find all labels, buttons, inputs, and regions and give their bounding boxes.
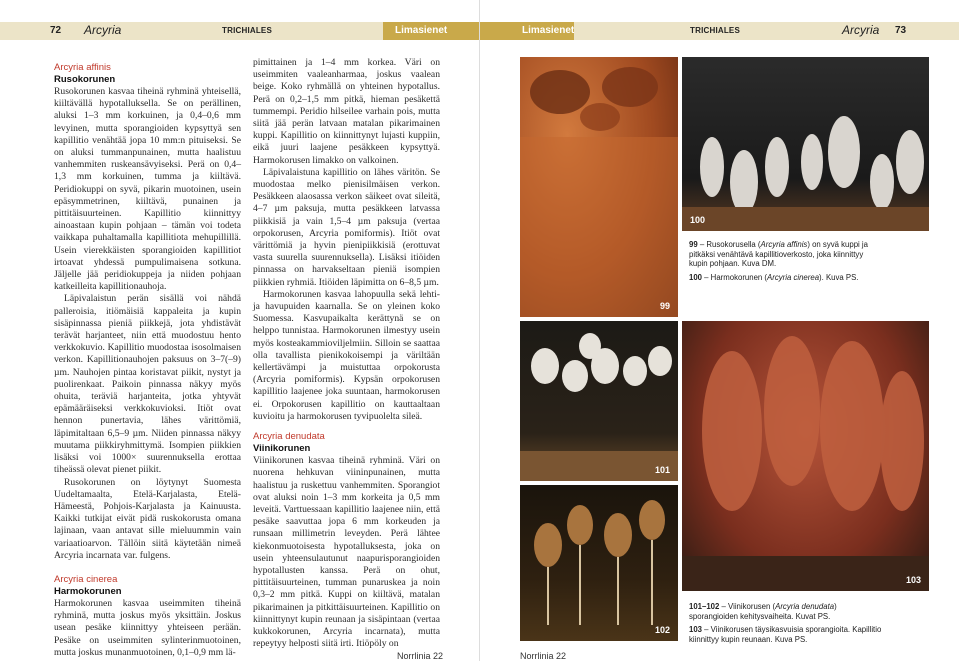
paragraph: Rusokorunen on löytynyt Suomesta Uudeltamaalta, Etelä-Karjalasta, Etelä-Hämeestä, Pohjois-Karjalasta ja Kainuusta. Kaikki tutkijat eivät pidä ruskokorusta omana lajinaan, vaan antavat sille mieluummin vain variaatioarvon. Tällöin siitä käytetään nimeä Arcyria incarnata var. fulgens. bbox=[54, 476, 241, 561]
photo-102 bbox=[520, 485, 678, 641]
photo-99 bbox=[520, 57, 678, 317]
header-genus: Arcyria bbox=[842, 23, 880, 37]
page-gutter bbox=[479, 0, 480, 661]
paragraph: Läpivalaistuna kapillitio on lähes väritön. Se muodostaa melko pienisilmäisen verkon. Pesäkkeen alaosassa verkon säikeet ovat sileitä, 4–7 µm paksuja, mutta pesäkkeen latvassa piikkisiä ja vain 1,5–4 µm paksuja (vertaa orpokorusen, Arcyria pomiformis). Itiöt ovat värittömiä ja hyvin pienipiikkisiä (erottuvat vasta suurella suurennuksella). Lisäksi itiöiden pinnassa on harvakseltaan pieniä isompien piikkien ryhmiä. Itiöiden läpimitta on 6–8,5 µm. bbox=[253, 166, 440, 288]
left-footer: Norrlinia 22 bbox=[397, 651, 444, 661]
paragraph: pimittainen ja 1–4 mm korkea. Väri on useimmiten vaaleanharmaa, joskus vaalean beige. Koko ryhmällä on yhteinen hypotallus. Perä on 0,2–1,5 mm pitkä, hieman pesäkettä tummempi. Peridio hilseilee varhain pois, mutta siitä jää perän latvaan matalan pikarimainen kuppi. Kapillitio on kiinnittynyt lujasti kuppiin, eikä juuri laajene pesäkkeen kypsyttyä. Harmokorusen limakko on valkoinen. bbox=[253, 57, 440, 166]
caption-103: 103 – Viinikorusen täysikasvuisia sporangioita. Kapillitio kiinnittyy kupin reunaan. Kuva PS. bbox=[689, 625, 882, 644]
photo-number: 101 bbox=[654, 465, 670, 475]
species-title: Arcyria denudata bbox=[253, 431, 325, 443]
sporangia-illustration bbox=[520, 321, 678, 481]
photo-number: 103 bbox=[905, 575, 921, 585]
header-genus: Arcyria bbox=[84, 23, 122, 37]
sporangia-illustration bbox=[520, 485, 678, 641]
paragraph: Harmokorunen kasvaa lahopuulla sekä lehti- ja havupuiden kaarnalla. Se on yleinen koko Suomessa. Kasvupaikalta kerättynä se on helppo tunnistaa. Harmokorunen ilmestyy usein myös kosteakammioviljelmiin. Silloin se saattaa olla tavallista pienikokoisempi ja väriltään kellertävämpi ja muistuttaa orpokorusta (Arcyria pomiformis). Kypsän orpokorusen kapillitio laajenee joka suuntaan, harmokorusen ei. Orpokorusen kapillitio on kauttaaltaan kuvioitu ja harmokorusen tyvipuolelta sileä. bbox=[253, 288, 440, 422]
photo-number: 100 bbox=[690, 215, 706, 225]
photo-101 bbox=[520, 321, 678, 481]
header-section: Limasienet bbox=[395, 25, 448, 36]
species-common-name: Rusokorunen bbox=[54, 74, 116, 85]
species-title: Arcyria cinerea bbox=[54, 573, 118, 585]
caption-99: 99 – Rusokorusella (Arcyria affinis) on syvä kuppi ja pitkäksi venähtävä kapillitioverkosto, joka kiinnittyy kupin pohjaan. Kuva DM. bbox=[689, 240, 869, 269]
header-order: TRICHIALES bbox=[690, 26, 740, 35]
left-column-2 bbox=[253, 57, 440, 650]
page-number: 73 bbox=[895, 25, 907, 36]
sporangia-illustration bbox=[682, 57, 929, 231]
species-common-name: Viinikorunen bbox=[253, 443, 311, 455]
paragraph: Harmokorunen kasvaa useimmiten tiheinä ryhminä, mutta joskus myös yksittäin. Joskus usean pesäke kiinnittyy yhteiseen perään. Pesäke on useimmiten sylinterinmuotoinen, mutta joskus munanmuotoinen, 0,1–0,9 mm lä- bbox=[54, 597, 241, 658]
caption-100: 100 – Harmokorunen (Arcyria cinerea). Kuva PS. bbox=[689, 272, 859, 282]
caption-101-102: 101–102 – Viinikorusen (Arcyria denudata) sporangioiden kehitysvaiheita. Kuvat PS. bbox=[689, 602, 837, 621]
species-common-name: Harmokorunen bbox=[54, 585, 122, 597]
caption-101-103 bbox=[689, 602, 884, 648]
photo-number: 102 bbox=[654, 625, 670, 635]
photo-number: 99 bbox=[659, 301, 670, 311]
caption-99-100 bbox=[689, 240, 884, 286]
photo-103 bbox=[682, 321, 929, 591]
paragraph: Läpivalaistun perän sisällä voi nähdä palleroisia, itiömäisiä kappaleita ja kupin sisäpinnassa pieniä piikkejä, jota yhdistävät terävät harjanteet, niin että muodostuu hento verkkokuvio. Kapillitio muodostaa isosolmaisen verkon. Kapillitionauhojen paksuus on 3–7(–9) µm. Nauhojen pintaa koristavat piikit, nystyt ja puolirenkaat. Paikoin pinnassa näkyy myös ohuita, teräviä harjanteita, jotka yhtyvät epämääräiseksi verkkokuvioksi. Itiöt ovat hennon punertavia, lähes värittömiä, läpimitaltaan 6,5–9 µm. Niiden pinnassa näkyy muutama piikkiryhmittymä. Isompien piikkien lisäksi voi 1000× suurennuksella erottaa tiheässä olevat pienet piikit. bbox=[54, 293, 241, 476]
sporangia-illustration bbox=[682, 321, 929, 591]
paragraph: Viinikorunen kasvaa tiheinä ryhminä. Väri on nuorena hehkuvan viininpunainen, mutta haalistuu ja ruskettuu vanhemmiten. Sporangiot ovat aluksi noin 1–3 mm korkeita ja 0,5 mm leveitä. Varttuessaan kapillitio laajenee niin, että pesäke saavuttaa jopa 6 mm korkeuden ja runsaan millimetrin leveyden. Perä lähtee kiekonmuotoisesta hypotalluksesta, joka on usein yhteensulautunut naapurisporangioiden hypotallusten kanssa. Perä on ohut, pittitäisuurteinen, tumman punaruskea ja noin 0,3–2 mm pitkä. Kuppi on kiiltävä, matalan pikarimainen ja pitkittäisuurteinen. Kapillitio on kiinnittynyt kupin reunaan ja sisäpintaan (vertaa kukkokorunen, Arcyria incarnata), mutta repeytyy helposti siitä irti. Itiöpöly on bbox=[253, 455, 440, 650]
photo-100 bbox=[682, 57, 929, 231]
left-column-1 bbox=[54, 62, 241, 659]
sporangia-illustration bbox=[520, 57, 678, 317]
right-page-header bbox=[480, 22, 959, 40]
header-order: TRICHIALES bbox=[222, 26, 272, 35]
paragraph: Rusokorunen kasvaa tiheinä ryhminä yhteisellä, kiiltävällä hypotalluksella. Se on perällinen, aluksi 1–3 mm korkuinen, ja 0,4–0,6 mm levyinen, mutta sporangioiden kypsyttyä sen kapillitio venähtää jopa 10 mm:n pituiseksi. Se on aluksi tummanpunainen, mutta haalistuu vanhemmiten ruskeansävyiseksi. Perä on 0,4–1,3 mm korkuinen, tumma ja kiiltävä. Peridiokuppi on syvä, pikarin muotoinen, usein epäsymmetrinen, kiiltävä, punainen ja pittitäisuurteinen. Kapillitio kiinnittyy ainoastaan kupin pohjaan – tämän voi todeta vaikkapa puhaltamalla kapillitiota mehupillillä. Usein vierekkäisten sporangioiden kapillitiot irtoavat yhdessä pumpulimaisena sotkuna. Jäljelle jää peridiokuppeja ja niiden pohjaan katkeilleita kapillitionauhoja. bbox=[54, 86, 241, 293]
species-title: Arcyria affinis bbox=[54, 62, 111, 73]
left-page-header bbox=[0, 22, 480, 40]
right-footer: Norrlinia 22 bbox=[520, 651, 567, 661]
page-number: 72 bbox=[50, 25, 62, 36]
header-section: Limasienet bbox=[522, 25, 575, 36]
